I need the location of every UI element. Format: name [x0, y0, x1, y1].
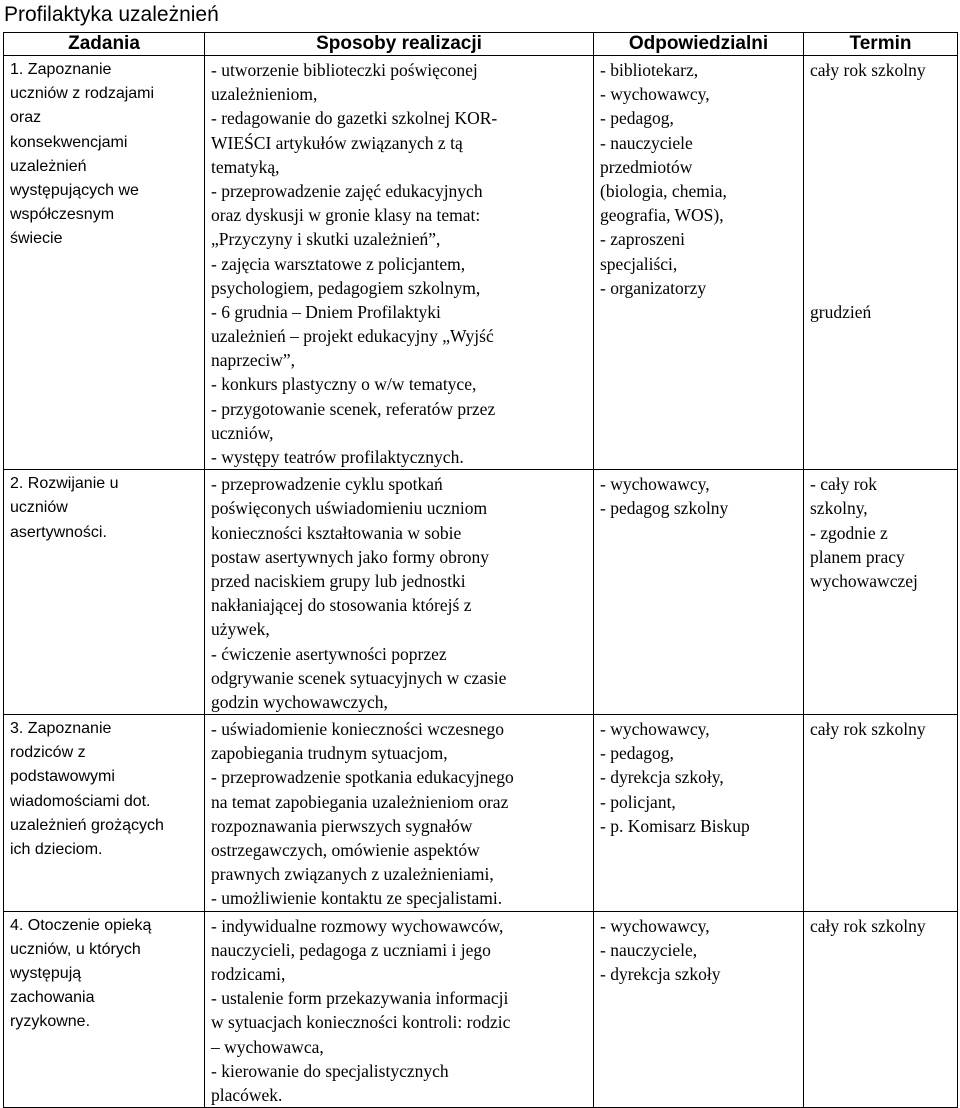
term-cell [804, 56, 958, 470]
method-line: zapobiegania trudnym sytuacjom, [211, 743, 448, 764]
task-line: oraz [10, 109, 42, 127]
table-header-row [4, 33, 958, 56]
table-row [4, 470, 958, 715]
task-line: uczniów [10, 499, 68, 517]
method-line: - konkurs plastyczny o w/w tematyce, [211, 374, 477, 395]
task-line: 4. Otoczenie opieką [10, 916, 152, 934]
task-line: konsekwencjami [10, 133, 128, 151]
task-line: uzależnień grożących [10, 816, 164, 834]
table-row [4, 715, 958, 912]
method-line: - ustalenie form przekazywania informacji [211, 988, 509, 1009]
column-header-term: Termin [804, 33, 958, 56]
term-line: cały rok szkolny [810, 915, 926, 936]
responsible-cell [594, 715, 804, 912]
term-cell [804, 715, 958, 912]
responsible-cell [594, 56, 804, 470]
column-header-responsible: Odpowiedzialni [594, 33, 804, 56]
task-line: uczniów, u których [10, 940, 141, 958]
term-line: grudzień [810, 301, 872, 322]
method-line: - przygotowanie scenek, referatów przez [211, 398, 496, 419]
method-line: nauczycieli, pedagoga z uczniami i jego [211, 939, 491, 960]
task-line: wiadomościami dot. [10, 792, 151, 810]
responsible-line: (biologia, chemia, [600, 180, 727, 201]
table-row [4, 911, 958, 1108]
term-line: cały rok szkolny [810, 719, 926, 740]
method-line: WIEŚCI artykułów związanych z tą [211, 132, 463, 153]
responsible-line: - zaproszeni [600, 229, 686, 250]
responsible-cell [594, 911, 804, 1108]
method-line: - uświadomienie konieczności wczesnego [211, 719, 505, 740]
method-line: - występy teatrów profilaktycznych. [211, 447, 464, 467]
task-line: uczniów z rodzajami [10, 85, 155, 103]
responsible-line: geografia, WOS), [600, 205, 724, 226]
task-line: występujących we [10, 181, 139, 199]
responsible-line: - policjant, [600, 791, 676, 812]
method-line: nakłaniającej do stosowania którejś z [211, 595, 472, 616]
responsible-line: - nauczyciele, [600, 939, 698, 960]
method-line: godzin wychowawczych, [211, 691, 388, 712]
responsible-line: - nauczyciele [600, 132, 693, 153]
method-line: - przeprowadzenie spotkania edukacyjnego [211, 767, 514, 788]
responsible-line: - p. Komisarz Biskup [600, 815, 750, 836]
method-line: - utworzenie biblioteczki poświęconej [211, 60, 478, 80]
task-line: 1. Zapoznanie [10, 61, 112, 78]
method-line: naprzeciw”, [211, 350, 296, 371]
task-cell [4, 56, 205, 470]
page-title: Profilaktyka uzależnień [4, 3, 219, 26]
task-line: ryzykowne. [10, 1013, 91, 1031]
method-line: - 6 grudnia – Dniem Profilaktyki [211, 301, 441, 322]
method-line: uczniów, [211, 422, 274, 443]
responsible-line: przedmiotów [600, 156, 693, 177]
methods-cell [205, 470, 594, 715]
methods-cell [205, 56, 594, 470]
method-line: tematyką, [211, 156, 280, 177]
responsible-line: - wychowawcy, [600, 474, 710, 495]
term-line: - cały rok [810, 474, 878, 495]
method-line: psychologiem, pedagogiem szkolnym, [211, 277, 481, 298]
task-line: występują [10, 964, 82, 982]
method-line: uzależnień – projekt edukacyjny „Wyjść [211, 326, 494, 347]
method-line: w sytuacjach konieczności kontroli: rodzic [211, 1012, 511, 1033]
method-line: - zajęcia warsztatowe z policjantem, [211, 253, 466, 274]
responsible-line: - wychowawcy, [600, 84, 710, 105]
method-line: - umożliwienie kontaktu ze specjalistami. [211, 888, 503, 909]
method-line: używek, [211, 619, 270, 640]
methods-cell [205, 715, 594, 912]
method-line: - redagowanie do gazetki szkolnej KOR- [211, 108, 498, 129]
task-line: 2. Rozwijanie u [10, 475, 119, 493]
task-line: świecie [10, 230, 63, 248]
methods-cell [205, 911, 594, 1108]
method-line: rozpoznawania pierwszych sygnałów [211, 815, 473, 836]
task-line: uzależnień [10, 157, 87, 175]
responsible-line: - pedagog szkolny [600, 498, 729, 519]
task-line: podstawowymi [10, 768, 115, 786]
column-header-methods: Sposoby realizacji [205, 33, 594, 56]
method-line: uzależnieniom, [211, 84, 318, 105]
task-cell [4, 715, 205, 912]
responsible-line: - wychowawcy, [600, 719, 710, 740]
method-line: na temat zapobiegania uzależnieniom oraz [211, 791, 509, 812]
term-cell [804, 911, 958, 1108]
task-line: asertywności. [10, 523, 107, 541]
term-line: planem pracy [810, 546, 905, 567]
term-cell [804, 470, 958, 715]
task-cell [4, 470, 205, 715]
method-line: prawnych związanych z uzależnieniami, [211, 864, 494, 885]
term-line: szkolny, [810, 498, 868, 519]
method-line: konieczności kształtowania w sobie [211, 522, 462, 543]
method-line: oraz dyskusji w gronie klasy na temat: [211, 205, 481, 226]
method-line: poświęconych uświadomieniu uczniom [211, 498, 488, 519]
responsible-line: - bibliotekarz, [600, 60, 699, 80]
method-line: ostrzegawczych, omówienie aspektów [211, 840, 480, 860]
task-line: zachowania [10, 989, 95, 1007]
responsible-line: - organizatorzy [600, 277, 707, 298]
responsible-line: - dyrekcja szkoły [600, 963, 721, 984]
method-line: - przeprowadzenie cyklu spotkań [211, 474, 443, 495]
table-row [4, 56, 958, 470]
task-line: rodziców z [10, 744, 86, 762]
method-line: - kierowanie do specjalistycznych [211, 1060, 449, 1081]
method-line: odgrywanie scenek sytuacyjnych w czasie [211, 667, 507, 688]
term-line: cały rok szkolny [810, 60, 926, 80]
column-header-tasks: Zadania [4, 33, 205, 56]
responsible-cell [594, 470, 804, 715]
method-line: rodzicami, [211, 963, 286, 984]
method-line: – wychowawca, [211, 1036, 324, 1057]
task-line: ich dzieciom. [10, 841, 103, 858]
method-line: - indywidualne rozmowy wychowawców, [211, 915, 504, 936]
responsible-line: specjaliści, [600, 253, 678, 274]
task-line: 3. Zapoznanie [10, 720, 112, 738]
term-line: - zgodnie z [810, 522, 888, 543]
term-line: wychowawczej [810, 570, 918, 591]
method-line: - ćwiczenie asertywności poprzez [211, 643, 447, 664]
task-line: współczesnym [10, 206, 115, 224]
method-line: - przeprowadzenie zajęć edukacyjnych [211, 180, 483, 201]
responsible-line: - wychowawcy, [600, 915, 710, 936]
method-line: „Przyczyny i skutki uzależnień”, [211, 229, 441, 250]
responsible-line: - pedagog, [600, 743, 674, 764]
task-cell [4, 911, 205, 1108]
method-line: postaw asertywnych jako formy obrony [211, 546, 489, 567]
responsible-line: - pedagog, [600, 108, 674, 129]
responsible-line: - dyrekcja szkoły, [600, 767, 724, 788]
method-line: placówek. [211, 1084, 283, 1105]
method-line: przed naciskiem grupy lub jednostki [211, 570, 466, 591]
plan-table [3, 32, 958, 1108]
